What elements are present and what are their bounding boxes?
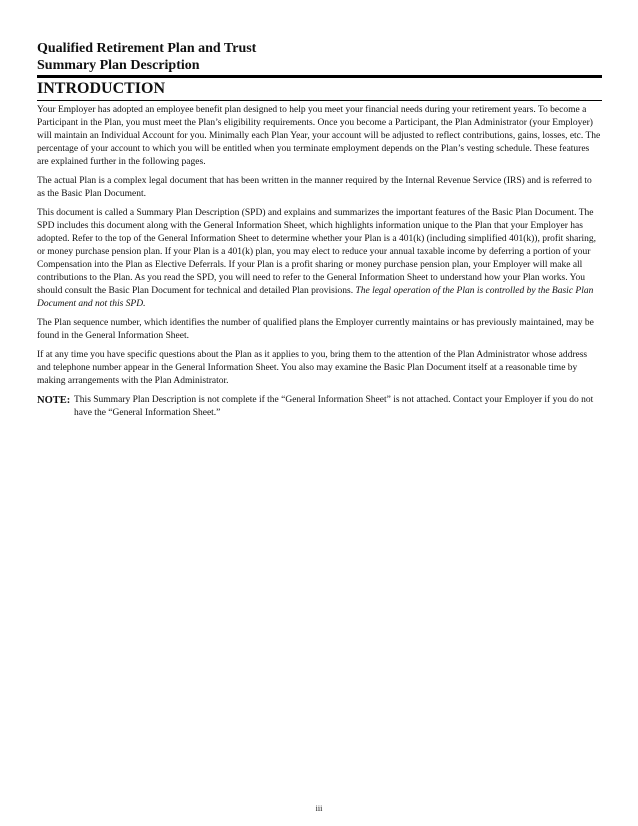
- page-number: iii: [315, 804, 323, 813]
- paragraph-basic-plan: The actual Plan is a complex legal document that has been written in the manner required by the Internal Revenue Service (IRS) and is referred to as the Basic Plan Document.: [37, 176, 592, 199]
- paragraph-spd-italic: The legal operation of the Plan is controlled by the Basic Plan Document and not this SPD.: [37, 286, 594, 309]
- paragraph-spd-text: This document is called a Summary Plan Description (SPD) and explains and summarizes the important features of the Basic Plan Document. The SPD includes this document along with the General Information Sheet, which highlights information unique to the Plan that your Employer has adopted. Refer to the top of the General Information Sheet to determine whether your Plan is a 401(k) (including simplified 401(k)), profit sharing, or money purchase pension plan. If your Plan is a 401(k) plan, you may elect to reduce your annual taxable income by deferring a portion of your Compensation into the Plan as Elective Deferrals. If your Plan is a profit sharing or money purchase pension plan, your Employer will make all contributions to the Plan. As you read the SPD, you will need to refer to the General Information Sheet to understand how your Plan works. You should consult the Basic Plan Document for technical and detailed Plan provisions.: [37, 208, 597, 296]
- paragraph-spd: [37, 207, 602, 311]
- document-title-line-2: Summary Plan Description: [37, 58, 200, 73]
- document-title-line-1: Qualified Retirement Plan and Trust: [37, 41, 257, 56]
- note-text: This Summary Plan Description is not complete if the “General Information Sheet” is not attached. Contact your Employer if you do not have the “General Information Sheet.”: [74, 395, 594, 418]
- note-block: [37, 394, 602, 420]
- paragraph-sequence-number: The Plan sequence number, which identifies the number of qualified plans the Employer currently maintains or has previously maintained, may be found in the General Information Sheet.: [37, 318, 594, 341]
- section-heading: INTRODUCTION: [37, 80, 166, 97]
- paragraph-questions: If at any time you have specific questions about the Plan as it applies to you, bring them to the attention of the Plan Administrator whose address and telephone number appear in the General Information Sheet. You also may examine the Basic Plan Document itself at a reasonable time by making arrangements with the Plan Administrator.: [37, 350, 588, 386]
- document-page: [37, 40, 602, 420]
- paragraph-intro: Your Employer has adopted an employee benefit plan designed to help you meet your financial needs during your retirement years. To become a Participant in the Plan, you must meet the Plan’s eligibility requirements. Once you become a Participant, the Plan Administrator (your Employer) will maintain an Individual Account for you. Minimally each Plan Year, your account will be adjusted to reflect contributions, gains, losses, etc. The percentage of your account to which you will be entitled when you terminate employment depends on the Plan’s vesting schedule. These features are explained further in the following pages.: [37, 105, 601, 167]
- title-divider: [37, 75, 602, 78]
- section-divider: [37, 100, 602, 101]
- note-label: NOTE:: [37, 395, 71, 406]
